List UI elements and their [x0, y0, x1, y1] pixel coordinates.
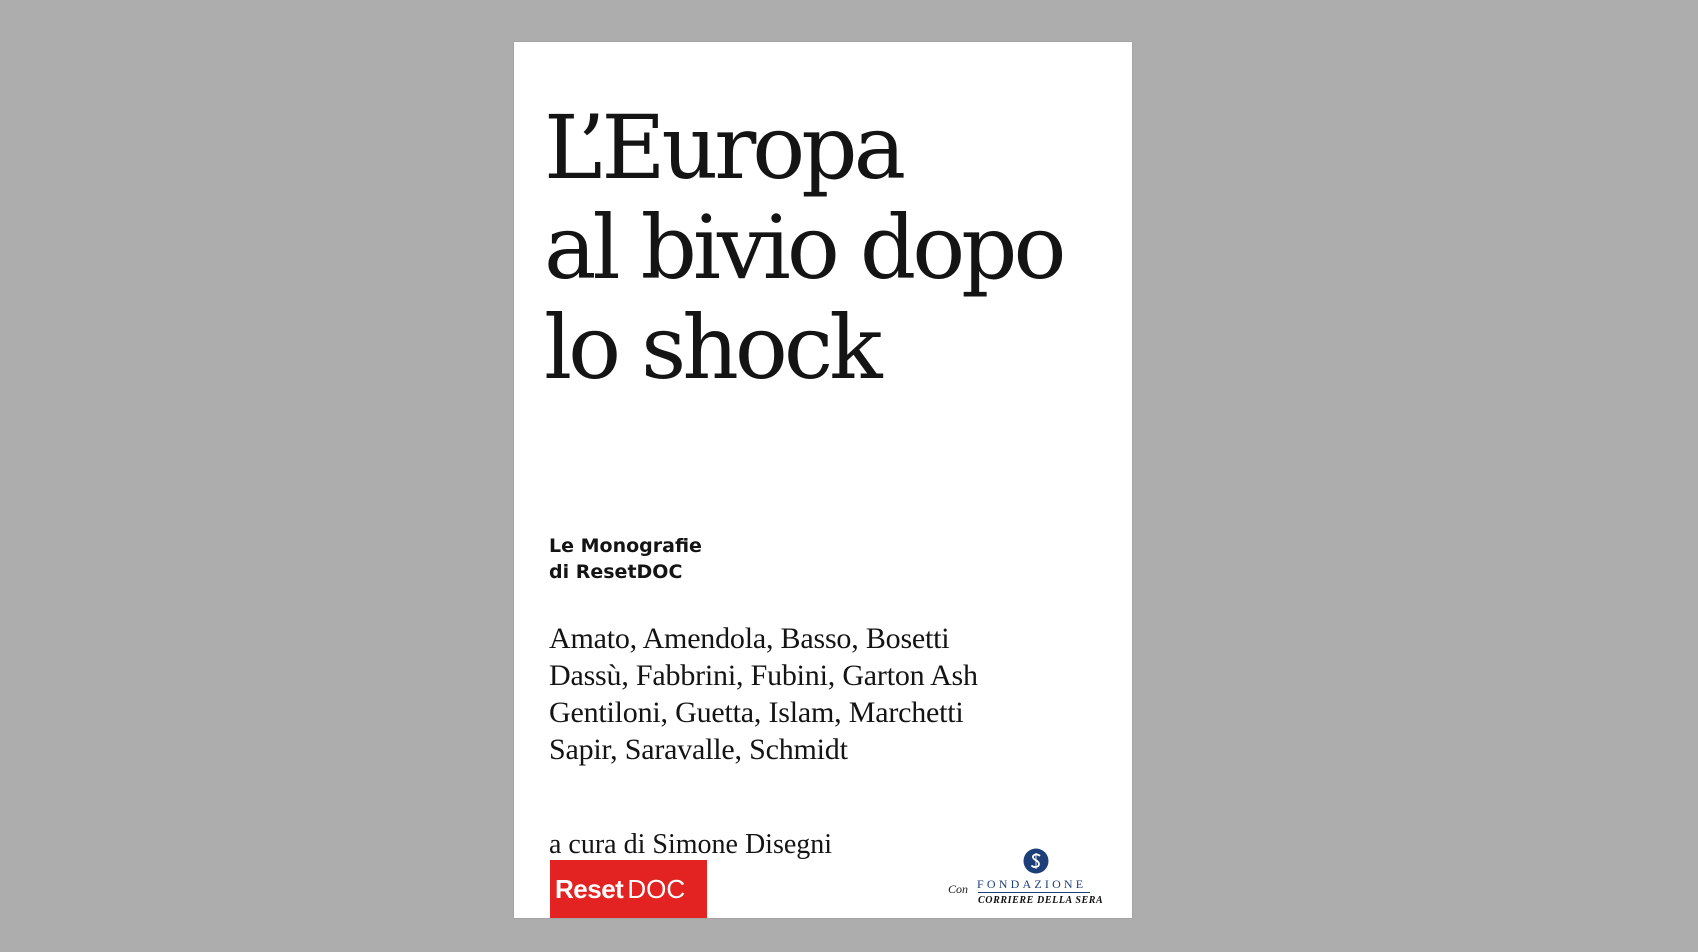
- resetdoc-logo: [550, 860, 707, 918]
- partner-logo: [948, 848, 1108, 908]
- logo-text-bold: Reset: [555, 873, 624, 904]
- author-list: [549, 620, 978, 768]
- series-name: [549, 533, 702, 585]
- book-cover: [514, 42, 1132, 918]
- series-line: Le Monografie: [549, 535, 702, 557]
- title-line: al bivio dopo: [544, 196, 1063, 299]
- author-line: Amato, Amendola, Basso, Bosetti: [549, 622, 950, 655]
- title-line: lo shock: [544, 296, 879, 399]
- author-line: Dassù, Fabbrini, Fubini, Garton Ash: [549, 659, 978, 692]
- series-line: di ResetDOC: [549, 561, 683, 583]
- author-line: Gentiloni, Guetta, Islam, Marchetti: [549, 696, 964, 729]
- partner-prefix: Con: [948, 882, 969, 896]
- partner-divider: [978, 892, 1090, 893]
- editor-credit: a cura di Simone Disegni: [549, 829, 833, 860]
- fondazione-emblem-icon: [1023, 848, 1049, 874]
- logo-text-regular: DOC: [627, 873, 686, 904]
- author-line: Sapir, Saravalle, Schmidt: [549, 733, 848, 766]
- partner-line2: CORRIERE DELLA SERA: [978, 895, 1104, 906]
- title-line: L’Europa: [544, 96, 903, 199]
- partner-line1: FONDAZIONE: [977, 877, 1087, 891]
- cover-title: [544, 98, 1063, 398]
